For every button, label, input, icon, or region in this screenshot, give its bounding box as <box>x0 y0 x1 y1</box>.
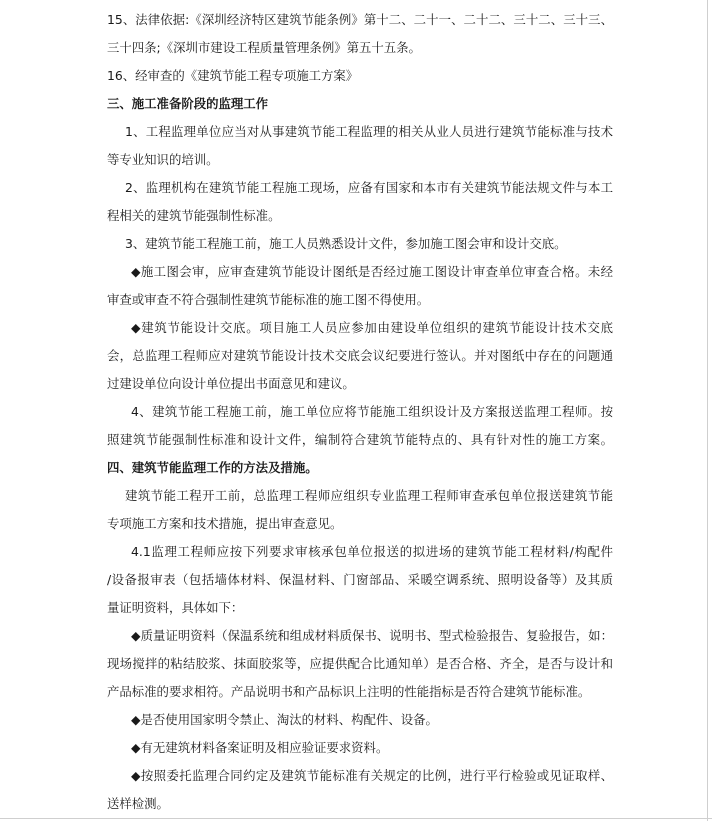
paragraph-line: 程相关的建筑节能强制性标准。 <box>107 208 281 223</box>
paragraph-line: 等专业知识的培训。 <box>107 152 219 167</box>
paragraph-line: /设备报审表（包括墙体材料、保温材料、门窗部品、采暖空调系统、照明设备等）及其质 <box>107 572 613 587</box>
paragraph-line: 3、建筑节能工程施工前，施工人员熟悉设计文件，参加施工图会审和设计交底。 <box>125 236 567 251</box>
bullet-line: ◆按照委托监理合同约定及建筑节能标准有关规定的比例，进行平行检验或见证取样、 <box>131 768 613 783</box>
paragraph-line: 2、监理机构在建筑节能工程施工现场，应备有国家和本市有关建筑节能法规文件与本工 <box>125 180 613 195</box>
page-edge-bottom <box>0 818 712 819</box>
paragraph-line: 16、经审查的《建筑节能工程专项施工方案》 <box>107 68 359 83</box>
paragraph-line: 会，总监理工程师应对建筑节能设计技术交底会议纪要进行签认。并对图纸中存在的问题通 <box>107 348 613 363</box>
paragraph-line: 1、工程监理单位应当对从事建筑节能工程监理的相关从业人员进行建筑节能标准与技术 <box>125 124 613 139</box>
paragraph-line: 4、建筑节能工程施工前，施工单位应将节能施工组织设计及方案报送监理工程师。按 <box>131 404 613 419</box>
paragraph-line: 送样检测。 <box>107 796 169 811</box>
paragraph-line: 三十四条;《深圳市建设工程质量管理条例》第五十五条。 <box>107 40 421 55</box>
document-body <box>107 6 613 818</box>
bullet-line: ◆是否使用国家明令禁止、淘汰的材料、构配件、设备。 <box>131 712 438 727</box>
paragraph-line: 审查或审查不符合强制性建筑节能标准的施工图不得使用。 <box>107 292 430 307</box>
paragraph-line: 过建设单位向设计单位提出书面意见和建议。 <box>107 376 355 391</box>
bullet-line: ◆有无建筑材料备案证明及相应验证要求资料。 <box>131 740 389 755</box>
section-heading: 三、施工准备阶段的监理工作 <box>107 96 269 111</box>
paragraph-line: 专项施工方案和技术措施，提出审查意见。 <box>107 516 343 531</box>
bullet-line: ◆质量证明资料（保温系统和组成材料质保书、说明书、型式检验报告、复验报告，如： <box>131 628 613 643</box>
section-heading: 四、建筑节能监理工作的方法及措施。 <box>107 460 318 475</box>
paragraph-line: 建筑节能工程开工前，总监理工程师应组织专业监理工程师审查承包单位报送建筑节能 <box>125 488 613 503</box>
paragraph-line: 照建筑节能强制性标准和设计文件，编制符合建筑节能特点的、具有针对性的施工方案。 <box>107 432 613 447</box>
paragraph-line: 15、法律依据:《深圳经济特区建筑节能条例》第十二、二十一、二十二、三十二、三十三、 <box>107 12 613 27</box>
paragraph-line: 4.1监理工程师应按下列要求审核承包单位报送的拟进场的建筑节能工程材料/构配件 <box>131 544 613 559</box>
bullet-line: ◆施工图会审，应审查建筑节能设计图纸是否经过施工图设计审查单位审查合格。未经 <box>131 264 613 279</box>
bullet-line: ◆建筑节能设计交底。项目施工人员应参加由建设单位组织的建筑节能设计技术交底 <box>131 320 613 335</box>
paragraph-line: 量证明资料，具体如下： <box>107 600 244 615</box>
paragraph-line: 产品标准的要求相符。产品说明书和产品标识上注明的性能指标是否符合建筑节能标准。 <box>107 684 591 699</box>
paragraph-line: 现场搅拌的粘结胶浆、抹面胶浆等，应提供配合比通知单）是否合格、齐全，是否与设计和 <box>107 656 613 671</box>
page-edge-right <box>707 0 708 821</box>
